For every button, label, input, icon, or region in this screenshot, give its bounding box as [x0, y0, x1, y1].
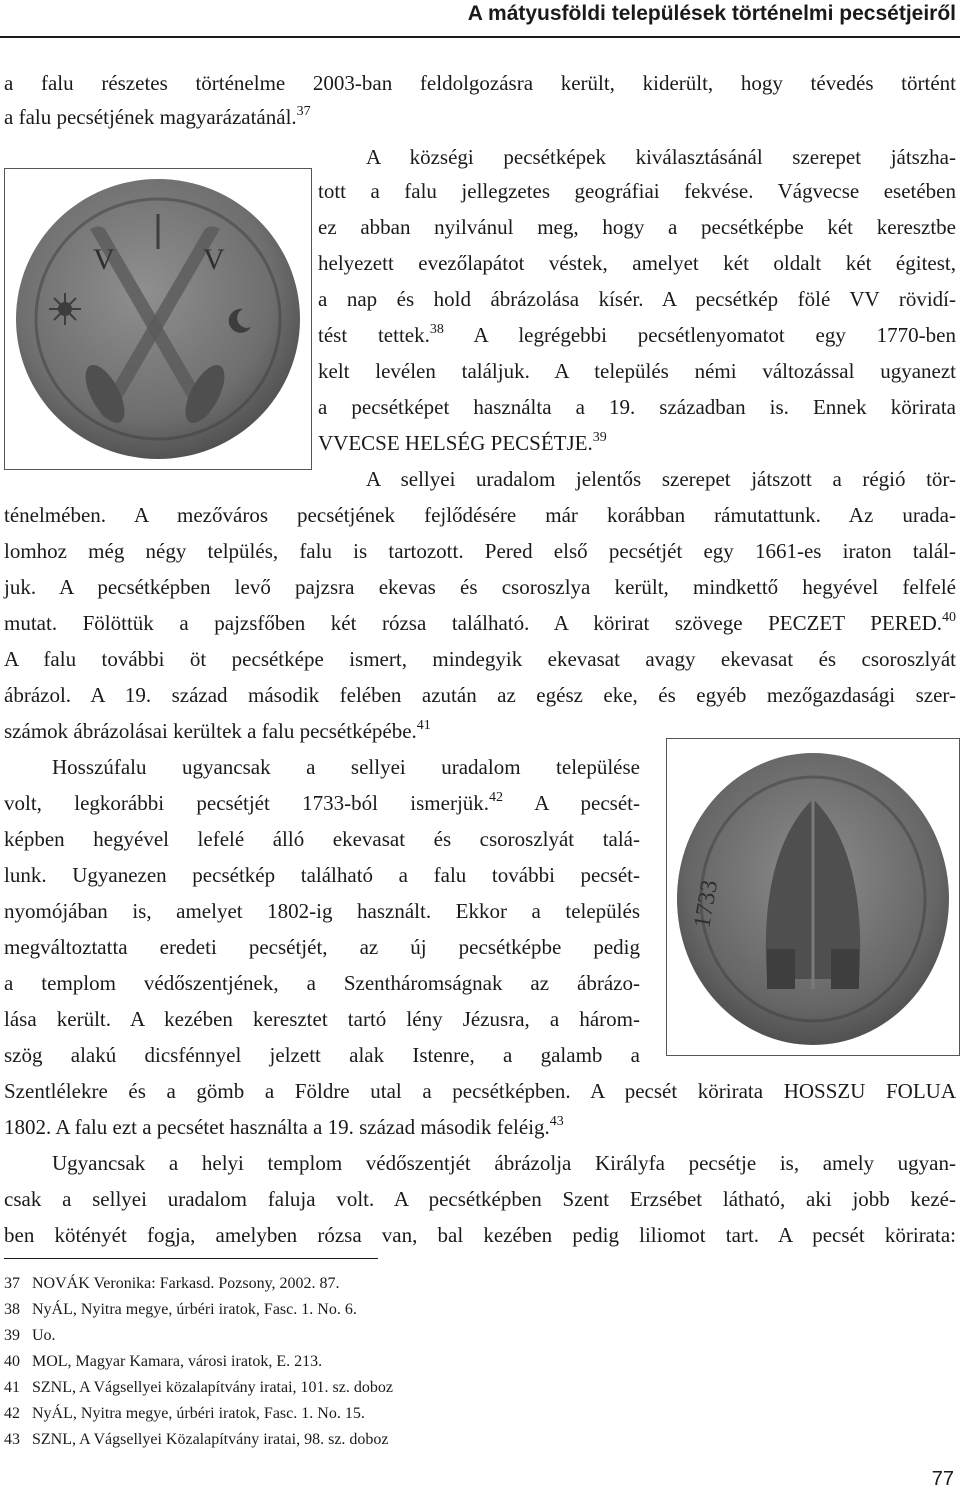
body-line: a pecsétképet használta a 19. században is. Ennek körirata: [318, 395, 956, 419]
body-line: szög alakú dicsfénnyel jelzett alak Istenre, a galamb a: [4, 1043, 640, 1067]
body-line: A sellyei uradalom jelentős szerepet játszott a régió tör-: [366, 467, 956, 491]
footnote: 41 SZNL, A Vágsellyei közalapítvány iratai, 101. sz. doboz: [4, 1379, 393, 1396]
body-line: számok ábrázolásai kerültek a falu pecsétképébe.$^{41}$: [4, 718, 431, 743]
seal-letter: V: [203, 243, 225, 276]
footnote-ref[interactable]: 38: [429, 322, 444, 337]
body-line: lomhoz még négy telpülés, falu is tartozott. Pered első pecsétjét egy 1661-es iraton talál-: [4, 539, 956, 563]
body-line: Hosszúfalu ugyancsak a sellyei uradalom települése: [52, 755, 640, 779]
body-line: 1802. A falu ezt a pecsétet használta a 19. század második feléig.$^{43}$: [4, 1114, 564, 1139]
footnote: 42 NyÁL, Nyitra megye, úrbéri iratok, Fasc. 1. No. 15.: [4, 1405, 365, 1422]
body-line: VVECSE HELSÉG PECSÉTJE.$^{39}$: [318, 430, 607, 455]
body-line: a falu pecsétjének magyarázatánál.$^{37}$: [4, 104, 311, 129]
body-line: tott a falu jellegzetes geográfiai fekvése. Vágvecse esetében: [318, 179, 956, 203]
body-line: tést tettek.$^{38}$ A legrégebbi pecsétlenyomatot egy 1770-ben: [318, 322, 956, 347]
body-line: ben kötényét fogja, amelyben rózsa van, bal kezében pedig liliomot tart. A pecsét körirata:: [4, 1223, 956, 1247]
body-line: A községi pecsétképek kiválasztásánál szerepet játszha-: [366, 145, 956, 169]
body-line: lunk. Ugyanezen pecsétkép található a falu további pecsét-: [4, 863, 640, 887]
body-line: helyezett evezőlapátot véstek, amelyet két oldalt két égitest,: [318, 251, 956, 275]
footnote: 37 NOVÁK Veronika: Farkasd. Pozsony, 2002. 87.: [4, 1275, 340, 1292]
footnote-ref[interactable]: 37: [296, 104, 311, 119]
footnote-ref[interactable]: 39: [592, 430, 607, 445]
footnote-ref[interactable]: 43: [549, 1114, 564, 1129]
body-line: A falu további öt pecsétképe ismert, mindegyik ekevasat avagy ekevasat és csoroszlyát: [4, 647, 956, 671]
body-line: kelt levélen találjuk. A település némi változással ugyanezt: [318, 359, 956, 383]
footnote: 39 Uo.: [4, 1327, 56, 1344]
footnote-ref[interactable]: 42: [489, 790, 504, 805]
footnote-ref[interactable]: 41: [416, 718, 431, 733]
page-number: 77: [931, 1468, 954, 1490]
body-line: lása került. A kezében keresztet tartó lény Jézusra, a három-: [4, 1007, 640, 1031]
body-line: mutat. Fölöttük a pajzsfőben két rózsa található. A körirat szövege PECZET PERED.$^{40}$: [4, 610, 956, 635]
body-line: ténelmében. A mezőváros pecsétjének fejlődésére már korábban rámutattunk. Az urada-: [4, 503, 956, 527]
footnote: 40 MOL, Magyar Kamara, városi iratok, E. 213.: [4, 1353, 323, 1370]
seal-vagvecse-figure: [4, 168, 312, 470]
seal-inscription: 1733: [689, 878, 724, 931]
body-line: megváltoztatta eredeti pecsétjét, az új pecsétképbe pedig: [4, 935, 640, 959]
body-line: a falu részetes történelme 2003-ban feldolgozásra került, kiderült, hogy tévedés történt: [4, 71, 956, 95]
body-line: nyomójában is, amelyet 1802-ig használt. Ekkor a település: [4, 899, 640, 923]
body-line: juk. A pecsétképben levő pajzsra ekevas és csoroszlya került, mindkettő hegyével felfelé: [4, 575, 956, 599]
footnote: 38 NyÁL, Nyitra megye, úrbéri iratok, Fasc. 1. No. 6.: [4, 1301, 357, 1318]
seal-vagvecse-icon: [5, 169, 311, 469]
body-line: ez abban nyilvánul meg, hogy a pecsétképbe két keresztbe: [318, 215, 956, 239]
running-title: A mátyusföldi települések történelmi pecsétjeiről: [467, 2, 956, 25]
seal-letter: V: [93, 243, 115, 276]
body-line: Szentlélekre és a gömb a Földre utal a pecsétképben. A pecsét körirata HOSSZU FOLUA: [4, 1079, 956, 1103]
body-line: csak a sellyei uradalom faluja volt. A pecsétképben Szent Erzsébet látható, aki jobb kezé-: [4, 1187, 956, 1211]
seal-hosszufalu-figure: [666, 738, 960, 1056]
body-line: ábrázol. A 19. század második felében azután az egész eke, és egyéb mezőgazdasági szer-: [4, 683, 956, 707]
footnote: 43 SZNL, A Vágsellyei Közalapítvány iratai, 98. sz. doboz: [4, 1431, 389, 1448]
body-line: képben hegyével lefelé álló ekevasat és csoroszlyát talá-: [4, 827, 640, 851]
header-rule: [0, 36, 960, 38]
body-line: a templom védőszentjének, a Szentháromságnak az ábrázo-: [4, 971, 640, 995]
footnote-ref[interactable]: 40: [942, 610, 956, 625]
footnote-rule: [4, 1258, 378, 1259]
body-line: Ugyancsak a helyi templom védőszentjét ábrázolja Királyfa pecsétje is, amely ugyan-: [52, 1151, 956, 1175]
body-line: volt, legkorábbi pecsétjét 1733-ból ismerjük.$^{42}$ A pecsét-: [4, 790, 641, 815]
body-line: a nap és hold ábrázolása kísér. A pecsétkép fölé VV rövidí-: [318, 287, 956, 311]
seal-hosszufalu-icon: [667, 739, 959, 1055]
